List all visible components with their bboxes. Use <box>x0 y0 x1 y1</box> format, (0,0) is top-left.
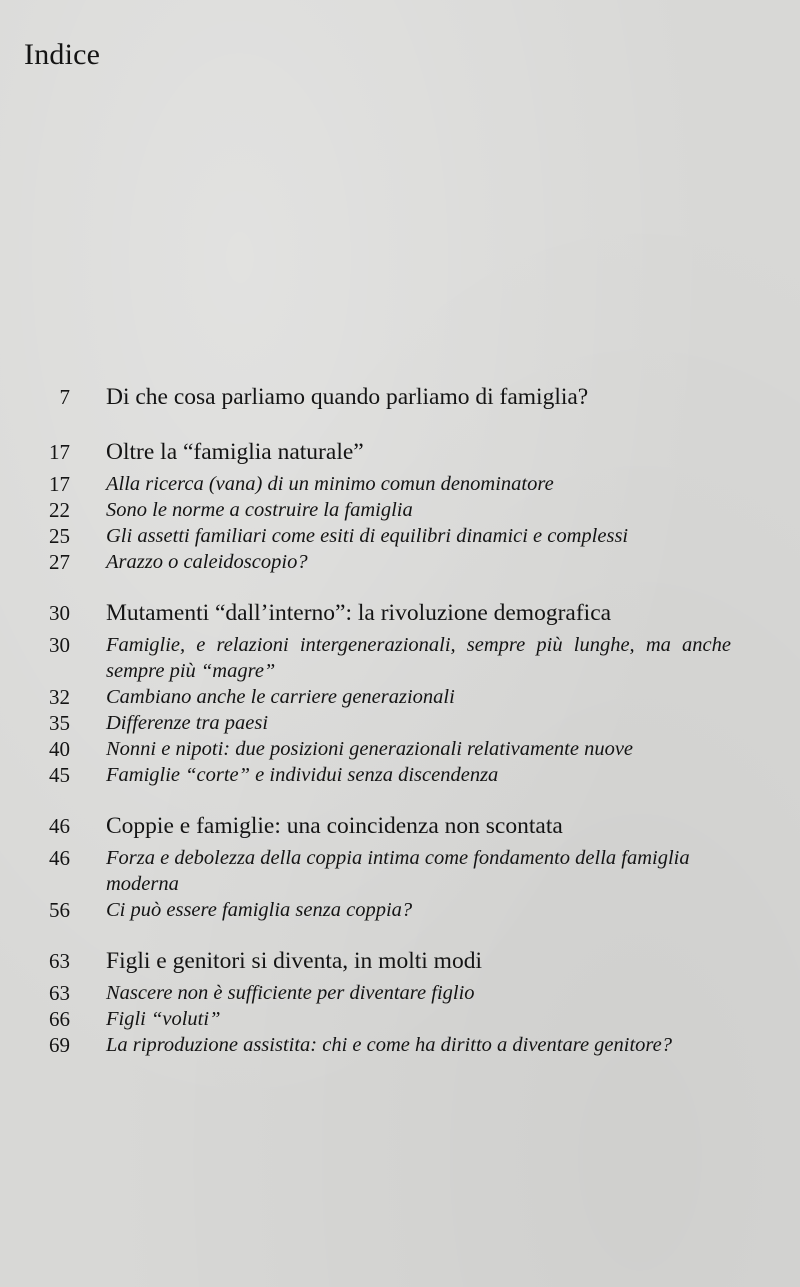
section-title: Famiglie, e relazioni intergenerazionali, sempre più lunghe, ma anche sempre più “magre” <box>106 634 731 682</box>
toc-section-entry <box>0 497 800 523</box>
chapter-title: Figli e genitori si diventa, in molti modi <box>106 948 482 974</box>
section-title: Famiglie “corte” e individui senza discendenza <box>106 764 499 786</box>
toc-chapter <box>0 810 800 923</box>
toc-section-entry <box>0 549 800 575</box>
toc-chapter-entry <box>0 381 800 414</box>
section-page-number: 56 <box>49 898 70 922</box>
toc-chapter <box>0 436 800 575</box>
section-page-number: 46 <box>49 846 70 870</box>
toc-section-entry <box>0 762 800 788</box>
section-title: Ci può essere famiglia senza coppia? <box>106 899 413 921</box>
section-page-number: 27 <box>49 550 70 574</box>
section-title: Sono le norme a costruire la famiglia <box>106 499 413 521</box>
section-title: Figli “voluti” <box>106 1008 221 1030</box>
chapter-title: Oltre la “famiglia naturale” <box>106 439 364 465</box>
chapter-title: Mutamenti “dall’interno”: la rivoluzione demografica <box>106 600 612 626</box>
chapter-page-number: 63 <box>49 949 70 973</box>
section-title: Differenze tra paesi <box>106 712 269 734</box>
section-page-number: 40 <box>49 737 70 761</box>
table-of-contents <box>0 381 800 1080</box>
toc-section-entry <box>0 710 800 736</box>
toc-section-entry <box>0 632 800 684</box>
chapter-title: Coppie e famiglie: una coincidenza non scontata <box>106 813 563 839</box>
toc-section-entry <box>0 1006 800 1032</box>
section-page-number: 32 <box>49 685 70 709</box>
toc-chapter <box>0 381 800 414</box>
toc-section-entry <box>0 897 800 923</box>
section-title: Gli assetti familiari come esiti di equilibri dinamici e complessi <box>106 525 629 547</box>
toc-section-entry <box>0 684 800 710</box>
section-page-number: 66 <box>49 1007 70 1031</box>
section-title: Nonni e nipoti: due posizioni generazionali relativamente nuove <box>106 738 634 760</box>
page-title: Indice <box>24 38 101 71</box>
section-title: Forza e debolezza della coppia intima come fondamento della famiglia moderna <box>106 847 690 895</box>
toc-section-entry <box>0 1032 800 1058</box>
section-page-number: 69 <box>49 1033 70 1057</box>
toc-chapter-entry <box>0 810 800 843</box>
toc-section-entry <box>0 845 800 897</box>
chapter-page-number: 30 <box>49 601 70 625</box>
toc-chapter-entry <box>0 597 800 630</box>
toc-section-entry <box>0 523 800 549</box>
toc-section-entry <box>0 471 800 497</box>
section-page-number: 63 <box>49 981 70 1005</box>
toc-chapter <box>0 945 800 1058</box>
toc-section-entry <box>0 736 800 762</box>
section-page-number: 35 <box>49 711 70 735</box>
section-page-number: 30 <box>49 633 70 657</box>
section-title: Nascere non è sufficiente per diventare figlio <box>106 982 475 1004</box>
chapter-page-number: 17 <box>49 440 70 464</box>
section-page-number: 45 <box>49 763 70 787</box>
section-title: Cambiano anche le carriere generazionali <box>106 686 455 708</box>
chapter-page-number: 7 <box>59 385 70 409</box>
section-title: La riproduzione assistita: chi e come ha diritto a diventare genitore? <box>106 1034 672 1056</box>
section-title: Arazzo o caleidoscopio? <box>106 551 308 573</box>
toc-chapter-entry <box>0 945 800 978</box>
toc-chapter <box>0 597 800 788</box>
section-page-number: 17 <box>49 472 70 496</box>
section-page-number: 25 <box>49 524 70 548</box>
chapter-title: Di che cosa parliamo quando parliamo di famiglia? <box>106 384 589 410</box>
section-title: Alla ricerca (vana) di un minimo comun denominatore <box>106 473 554 495</box>
section-page-number: 22 <box>49 498 70 522</box>
toc-chapter-entry <box>0 436 800 469</box>
chapter-page-number: 46 <box>49 814 70 838</box>
toc-section-entry <box>0 980 800 1006</box>
